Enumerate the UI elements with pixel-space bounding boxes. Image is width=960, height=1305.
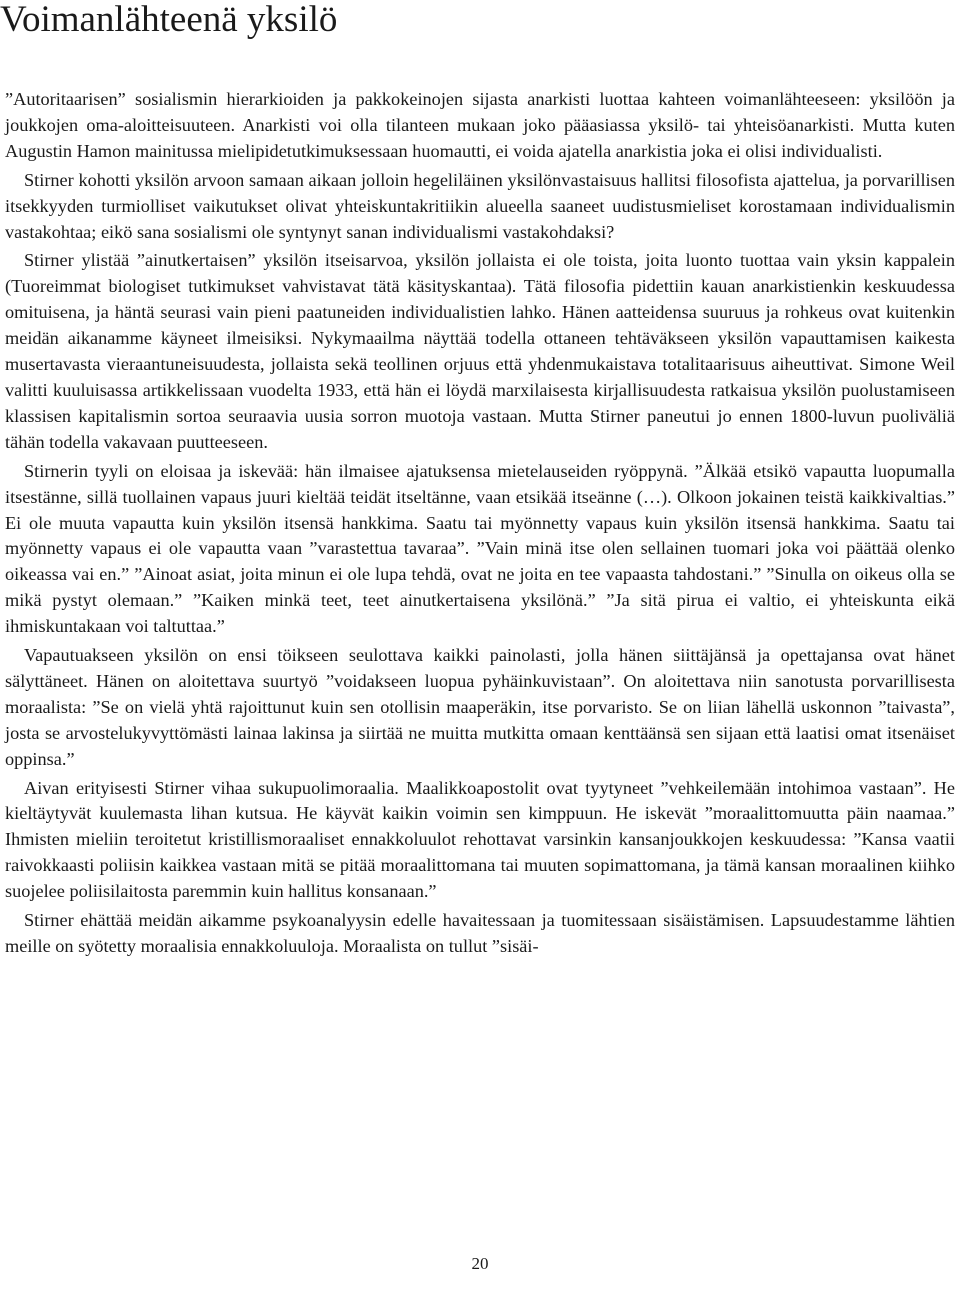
page-title: Voimanlähteenä yksilö bbox=[0, 0, 338, 40]
paragraph-2: Stirner kohotti yksilön arvoon samaan aikaan jolloin hegeliläinen yksilönvastaisuus hallitsi filosofista ajattelua, ja porvarillisen itsekkyyden turmiolliset vaikutukset olivat yhteiskuntakritiikin alueella saaneet uudistusmieliset korostamaan individualismin vastakohtaa; eikö sana sosialismi ole syntynyt sanan individualismi vastakohdaksi? bbox=[5, 169, 955, 242]
paragraph-3: Stirner ylistää ”ainutkertaisen” yksilön itseisarvoa, yksilön jollaista ei ole toista, joita luonto tuottaa vain yksin kappalein (Tuoreimmat biologiset tutkimukset vahvistavat tätä käsityskantaa). Tätä filosofia pidettiin kauan anarkistienkin keskuudessa omituisena, ja häntä seurasi vain pieni paatuneiden individualistien lahko. Hänen aatteidensa suuruus ja rohkeus ovat kuitenkin meidän aikanamme käyneet ilmeisiksi. Nykymaailma näyttää todella ottaneen tehtäväkseen yksilön vapauttamisen kaikesta musertavasta vieraantuneisuudesta, jollaista sekä teollinen orjuus että yhdenmukaistava totalitaarisuus aiheuttivat. Simone Weil valitti kuuluisassa artikkelissaan vuodelta 1933, että hän ei löydä marxilaisesta kirjallisuudesta ratkaisua yksilön puolustamiseen klassisen kapitalismin sortoa seuraavia uusia sorron muotoja vastaan. Mutta Stirner paneutui jo ennen 1800-luvun puoliväliä tähän todella vakavaan puutteeseen. bbox=[5, 250, 955, 452]
paragraph-1: ”Autoritaarisen” sosialismin hierarkioiden ja pakkokeinojen sijasta anarkisti luottaa kahteen voimanlähteeseen: yksilöön ja joukkojen oma-aloitteisuuteen. Anarkisti voi olla tilanteen mukaan joko pääasiassa yksilö- tai yhteisöanarkisti. Mutta kuten Augustin Hamon mainitussa mielipidetutkimuksessaan huomautti, ei voida ajatella anarkistia joka ei olisi individualisti. bbox=[5, 89, 955, 161]
paragraph-7: Stirner ehättää meidän aikamme psykoanalyysin edelle havaitessaan ja tuomitessaan sisäistämisen. Lapsuudestamme lähtien meille on syötetty moraalisia ennakkoluuloja. Moraalista on tullut ”sisäi- bbox=[5, 910, 955, 956]
paragraph-5: Vapautuakseen yksilön on ensi töikseen seulottava kaikki painolasti, jolla hänen siittäjänsä ja opettajansa ovat hänet sälyttäneet. Hänen on aloitettava suurtyö ”voidakseen luopua pyhäinkuvistaan”. On aloitettava niin sanotusta porvarillisesta moraalista: ”Se on vielä yhtä rajoittunut kuin sen otollisin maaperäkin, itse porvaristo. Se on liian lähellä uskonnon ”taivasta”, josta se arvostelukyvyttömästi lainaa lakinsa ja siirtää ne muitta mutkitta omaan kenttäänsä sen sijaan että laatisi omat itsenäiset oppinsa.” bbox=[5, 645, 955, 769]
body-text bbox=[5, 87, 955, 963]
paragraph-4: Stirnerin tyyli on eloisaa ja iskevää: hän ilmaisee ajatuksensa mietelauseiden ryöppynä. ”Älkää etsikö vapautta luopumalla itsestänne, sillä tuollainen vapaus juuri kieltää teidät itseltänne, vaan etsikää itseänne (…). Olkoon jokainen teistä kaikkivaltias.” Ei ole muuta vapautta kuin yksilön itsensä hankkima. Saatu tai myönnetty vapaus kuin yksilön itsensä hankkima. Saatu tai myönnetty vapaus ei ole vapautta vaan ”varastettua tavaraa”. ”Vain minä itse olen sellainen tuomari joka voi päättää olenko oikeassa vai en.” ”Ainoat asiat, joita minun ei ole lupa tehdä, ovat ne joita en tee vapaasta tahdostani.” ”Sinulla on oikeus olla se mikä pystyt olemaan.” ”Kaiken minkä teet, teet ainutkertaisena yksilönä.” ”Ja sitä pirua ei valtio, ei yhteiskunta eikä ihmiskuntakaan voi taltuttaa.” bbox=[5, 460, 955, 637]
page-number: 20 bbox=[471, 1254, 489, 1273]
paragraph-6: Aivan erityisesti Stirner vihaa sukupuolimoraalia. Maalikkoapostolit ovat tyytyneet ”vehkeilemään intohimoa vastaan”. He kieltäytyvät kuulemasta lihan kutsua. He käyvät kaikin voimin sen kimppuun. He iskevät ”moraalittomuutta päin naamaa.” Ihmisten mieliin teroitetut kristillismoraaliset ennakkoluulot rehottavat varsinkin kansanjoukkojen keskuudessa: ”Kansa vaatii raivokkaasti poliisin kaikkea vastaan mitä se pitää moraalittomana tai muuten sopimattomana, ja tämä kansan moraalinen kiihko suojelee poliisilaitosta paremmin kuin hallitus konsanaan.” bbox=[5, 777, 955, 902]
